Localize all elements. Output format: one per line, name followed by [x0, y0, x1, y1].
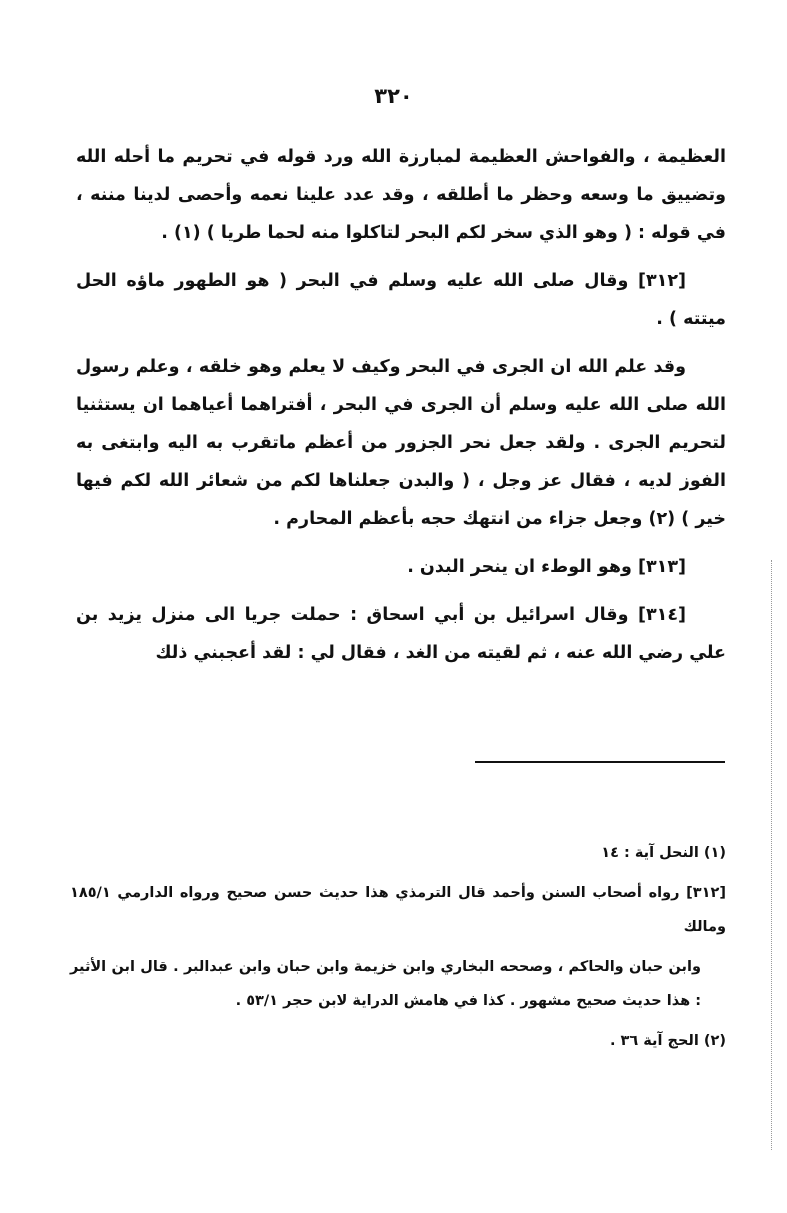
page-number: ٣٢٠ — [374, 84, 413, 108]
footnote: (٢) الحج آية ٣٦ . — [609, 1033, 726, 1049]
paragraph: العظيمة ، والفواحش العظيمة لمبارزة الله ورد قوله في تحريم ما أحله الله وتضييق ما وسعه وحظر ما أطلقه ، وقد عدد علينا نعمه وأحصى لدينا مننه ، في قوله : ( وهو الذي سخر لكم البحر لتاكلوا منه لحما طريا ) (١) . — [76, 147, 726, 243]
page-edge-line — [771, 560, 773, 1150]
main-text — [76, 138, 726, 682]
footnote-continuation: وابن حبان والحاكم ، وصححه البخاري وابن خزيمة وابن حبان وابن عبدالبر . قال ابن الأثير : هذا حديث صحيح مشهور . كذا في هامش الدراية لابن حجر ٥٣/١ . — [70, 959, 701, 1009]
footnote-divider — [475, 761, 725, 763]
paragraph: [٣١٢] وقال صلى الله عليه وسلم في البحر ( هو الطهور ماؤه الحل ميتته ) . — [76, 271, 726, 329]
paragraph: وقد علم الله ان الجرى في البحر وكيف لا يعلم وهو خلقه ، وعلم رسول الله صلى الله عليه وسلم أن الجرى في البحر ، أفتراهما أعياهما ان يستثنيا لتحريم الجرى . ولقد جعل نحر الجزور من أعظم ماتقرب به اليه وابتغى به الفوز لديه ، فقال عز وجل ، ( والبدن جعلناها لكم من شعائر الله لكم فيها خير ) (٢) وجعل جزاء من انتهك حجه بأعظم المحارم . — [76, 357, 726, 529]
paragraph: [٣١٤] وقال اسرائيل بن أبي اسحاق : حملت جريا الى منزل يزيد بن علي رضي الله عنه ، ثم لقيته من الغد ، فقال لي : لقد أعجبني ذلك — [76, 605, 726, 663]
paragraph: [٣١٣] وهو الوطء ان ينحر البدن . — [407, 557, 686, 577]
footnote: [٣١٢] رواه أصحاب السنن وأحمد قال الترمذي هذا حديث حسن صحيح ورواه الدارمي ١٨٥/١ ومالك — [70, 885, 726, 935]
footnotes — [70, 836, 726, 1064]
footnote: (١) النحل آية : ١٤ — [601, 845, 726, 861]
